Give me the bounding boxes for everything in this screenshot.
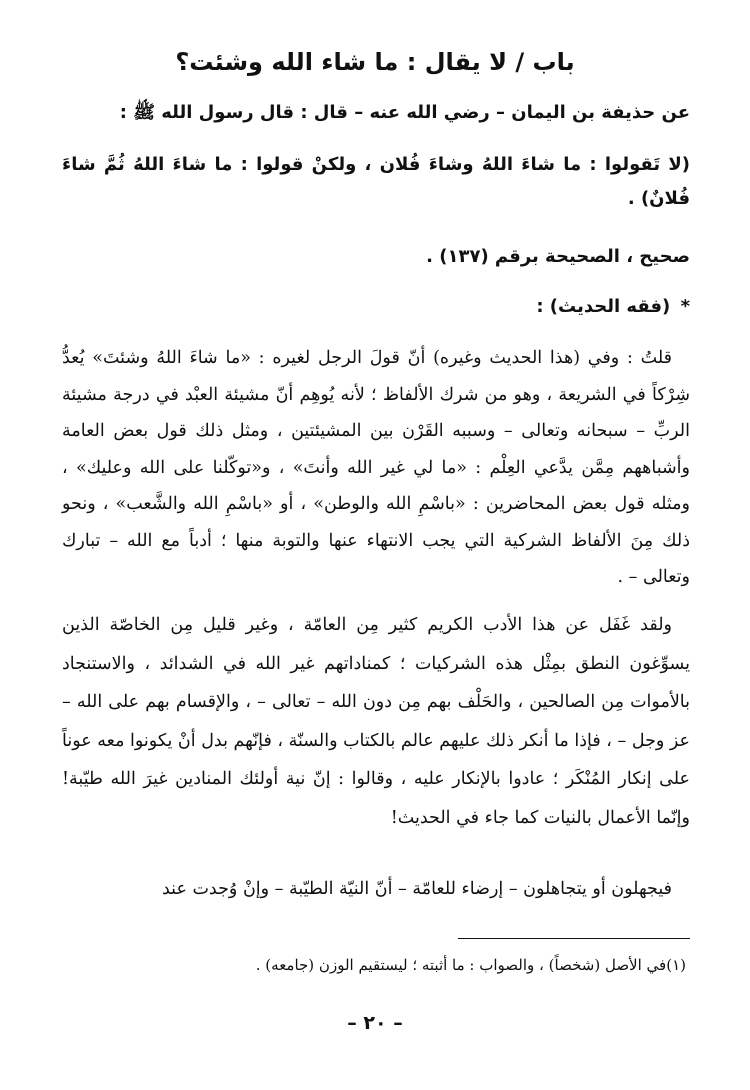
paragraph-3: فيجهلون أو يتجاهلون – إرضاء للعامّة – أنّ النيّة الطيّبة – وإنْ وُجدت عند	[161, 879, 672, 899]
subheading-text: (فقه الحديث) :	[536, 296, 671, 317]
subheading	[62, 290, 690, 324]
star-marker: *	[680, 296, 690, 317]
grading-line: صحيح ، الصحيحة برقم (١٣٧) .	[426, 246, 690, 267]
paragraph-2: ولقد غَفَل عن هذا الأدب الكريم كثير مِن العامّة ، وغير قليل مِن الخاصّة الذين يسوِّغون النطق بمِثْل هذه الشركيات ؛ كمناداتهم غير الله في الشدائد ، والاستنجاد بالأموات مِن الصالحين ، والحَلْف بهم مِن دون الله – تعالى – ، والإقسام بهم على الله – عز وجل – ، فإذا ما أنكر ذلك عليهم عالم بالكتاب والسنّة ، فإنّهم بدل أنْ يكونوا معه عوناً على إنكار المُنْكَر ؛ عادوا بالإنكار عليه ، وقالوا : إنّ نية أولئك المنادين غيرَ الله طيّبة! وإنّما الأعمال بالنيات كما جاء في الحديث!	[62, 615, 690, 828]
hadith-text: (لا تَقولوا : ما شاءَ اللهُ وشاءَ فُلان ، ولكنْ قولوا : ما شاءَ اللهُ ثُمَّ شاءَ فُلانٌ) .	[62, 154, 690, 209]
paragraph-1: قلتُ : وفي (هذا الحديث وغيره) أنّ قولَ الرجل لغيره : «ما شاءَ اللهُ وشئتَ» يُعدُّ شِرْكاً في الشريعة ، وهو من شرك الألفاظ ؛ لأنه يُوهِم أنّ مشيئة العبْد في درجة مشيئة الربِّ – سبحانه وتعالى – وسببه القَرْن بين المشيئتين ، ومثل ذلك قول بعض العامة وأشباههم مِمَّن يدَّعي العِلْم : «ما لي غير الله وأنتَ» ، و«توكّلنا على الله وعليك» ، ومثله قول بعض المحاضرين : «باسْمِ الله والوطن» ، أو «باسْمِ الله والشَّعب» ، ونحو ذلك مِنَ الألفاظ الشركية التي يجب الانتهاء عنها والتوبة منها ؛ أدباً مع الله – تبارك وتعالى – .	[62, 348, 690, 587]
page-number: – ٢٠ –	[347, 1012, 403, 1034]
footnote-divider	[458, 938, 690, 939]
narrator-line: عن حذيفة بن اليمان – رضي الله عنه – قال : قال رسول الله ﷺ :	[119, 102, 690, 123]
chapter-title: باب / لا يقال : ما شاء الله وشئت؟	[175, 48, 575, 76]
footnote: (١)في الأصل (شخصاً) ، والصواب : ما أثبته ؛ ليستقيم الوزن (جامعه) .	[255, 956, 686, 974]
